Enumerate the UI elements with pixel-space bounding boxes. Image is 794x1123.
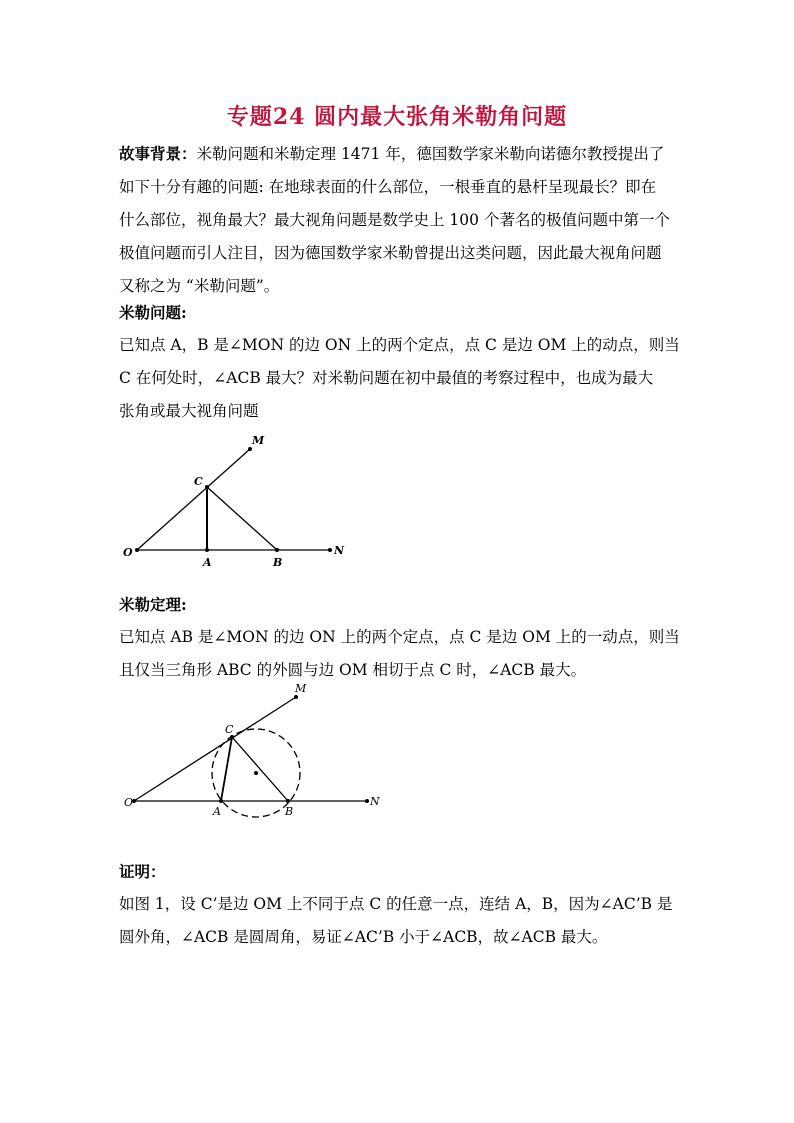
figure-1: [110, 425, 370, 575]
point-N: [365, 799, 369, 803]
problem-line-2: C 在何处时，∠ACB 最大？对米勒问题在初中最值的考察过程中，也成为最大: [119, 369, 654, 387]
label-N: N: [334, 544, 345, 557]
segment-CB: [207, 487, 277, 550]
theorem-line-2: 且仅当三角形 ABC 的外圆与边 OM 相切于点 C 时，∠ACB 最大。: [119, 661, 587, 679]
theorem-line-1: 已知点 AB 是∠MON 的边 ON 上的两个定点，点 C 是边 OM 上的一动点，则当: [119, 628, 680, 646]
point-C: [205, 485, 209, 489]
label-M: M: [252, 434, 265, 447]
label-B: B: [285, 805, 294, 818]
story-line-3: 什么部位，视角最大？最大视角问题是数学史上 100 个著名的极值问题中第一个: [119, 211, 670, 229]
ray-OM: [137, 449, 250, 550]
label-B: B: [273, 556, 283, 569]
story-paragraph: [119, 137, 679, 303]
figure-2: [110, 680, 390, 825]
point-A: [219, 799, 223, 803]
story-line-5: 又称之为 “米勒问题”。: [119, 277, 280, 295]
point-M: [248, 447, 252, 451]
ray-OM: [134, 697, 296, 801]
label-A: A: [213, 805, 221, 818]
story-label: 故事背景：: [119, 144, 197, 163]
problem-line-3: 张角或最大视角问题: [119, 402, 259, 420]
problem-heading: 米勒问题:: [119, 303, 187, 322]
segment-CA: [221, 737, 232, 801]
problem-section: [119, 296, 679, 428]
story-line-4: 极值问题而引人注目，因为德国数学家米勒曾提出这类问题，因此最大视角问题: [119, 244, 662, 262]
label-A: A: [203, 556, 212, 569]
problem-line-1: 已知点 A，B 是∠MON 的边 ON 上的两个定点，点 C 是边 OM 上的动点，则当: [119, 336, 680, 354]
theorem-heading: 米勒定理:: [119, 595, 187, 614]
segment-CB: [232, 737, 288, 801]
story-line-2: 如下十分有趣的问题: 在地球表面的什么部位，一根垂直的悬杆呈现最长？即在: [119, 178, 657, 196]
point-N: [328, 548, 332, 552]
label-O: O: [123, 546, 133, 559]
circle-center: [254, 771, 258, 775]
theorem-section: [119, 588, 679, 687]
point-B: [286, 799, 290, 803]
label-C: C: [194, 475, 203, 488]
label-M: M: [295, 682, 307, 695]
point-O: [135, 548, 139, 552]
proof-line-1: 如图 1，设 C’是边 OM 上不同于点 C 的任意一点，连结 A，B，因为∠AC’B 是: [119, 895, 673, 913]
point-M: [294, 695, 298, 699]
point-A: [205, 548, 209, 552]
label-N: N: [370, 795, 380, 808]
proof-heading: 证明：: [119, 862, 166, 881]
label-O: O: [124, 796, 134, 809]
proof-section: [119, 855, 679, 954]
label-C: C: [225, 723, 234, 736]
story-line-1: 故事背景：米勒问题和米勒定理 1471 年，德国数学家米勒向诺德尔教授提出了: [119, 144, 665, 163]
page-title: 专题24 圆内最大张角米勒角问题: [226, 104, 568, 130]
proof-line-2: 圆外角，∠ACB 是圆周角，易证∠AC’B 小于∠ACB，故∠ACB 最大。: [119, 928, 608, 946]
point-B: [275, 548, 279, 552]
